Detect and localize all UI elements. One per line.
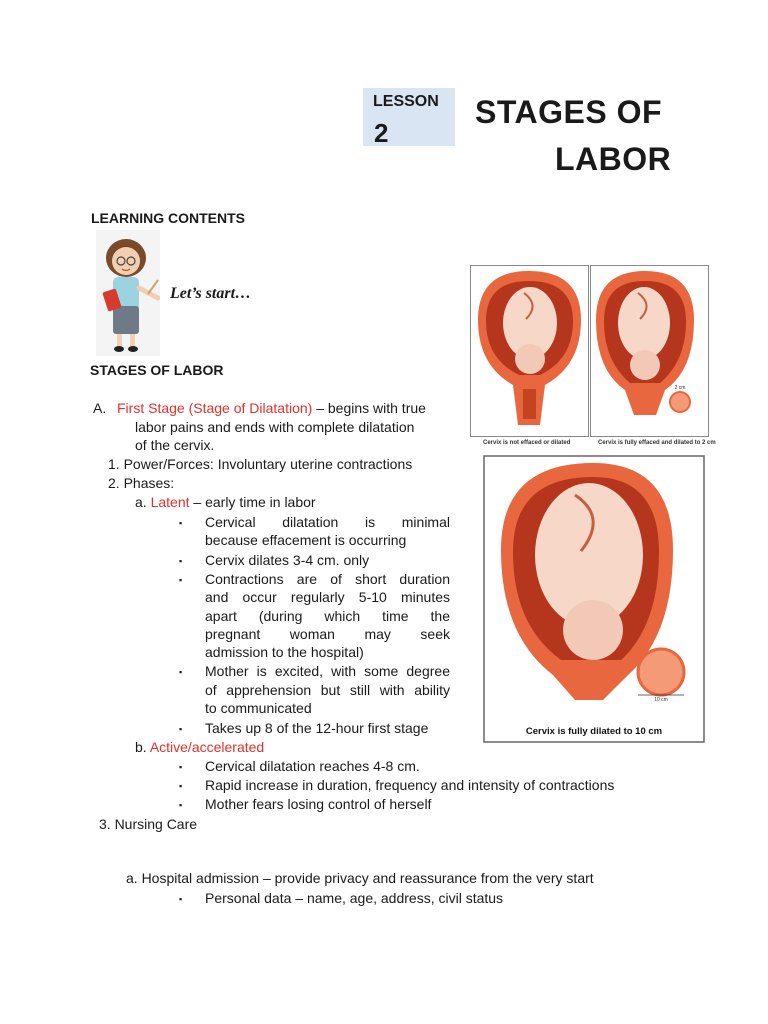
stage-a-name: First Stage (Stage of Dilatation) <box>117 400 313 416</box>
label-10cm: 10 cm <box>654 697 668 703</box>
latent-bullet-3-line5: admission to the hospital) <box>205 644 364 660</box>
stage-a-line2: labor pains and ends with complete dilatation <box>135 419 415 435</box>
hospital-admission: a. Hospital admission – provide privacy and reassurance from the very start <box>126 870 594 886</box>
cervix-effaced-figure <box>590 265 709 437</box>
active-phase <box>135 738 264 757</box>
power-forces-item: 1. Power/Forces: Involuntary uterine contractions <box>108 456 413 472</box>
bullet-icon: ▪ <box>179 800 183 810</box>
latent-bullet-1-line2: because effacement is occurring <box>205 532 407 548</box>
learning-contents-heading: LEARNING CONTENTS <box>91 210 245 226</box>
label-2cm: 2 cm <box>674 385 686 391</box>
latent-bullet-4-line1: Mother is excited, with some degree <box>205 663 450 679</box>
latent-phase <box>135 493 316 512</box>
bullet-icon: ▪ <box>179 575 183 585</box>
latent-desc: – early time in labor <box>189 494 316 510</box>
latent-bullet-3-line2: and occur regularly 5-10 minutes <box>205 589 450 605</box>
latent-bullet-3-line3: apart (during which time the <box>205 608 450 624</box>
caption-not-dilated: Cervix is not effaced or dilated <box>483 440 571 446</box>
bullet-icon: ▪ <box>179 518 183 528</box>
caption-effaced: Cervix is fully effaced and dilated to 2 cm <box>598 440 716 446</box>
latent-bullet-1-line1 <box>205 513 450 532</box>
caption-fully-dilated: Cervix is fully dilated to 10 cm <box>525 726 663 737</box>
lesson-label: LESSON <box>373 93 439 110</box>
cervix-not-dilated-figure <box>470 265 589 437</box>
bullet-icon: ▪ <box>179 781 183 791</box>
cervix-fully-dilated-figure <box>483 455 705 743</box>
stage-a-marker: A. <box>93 400 107 416</box>
active-bullet-1: Cervical dilatation reaches 4-8 cm. <box>205 758 420 774</box>
stage-a-desc: – begins with true <box>312 400 426 416</box>
latent-bullet-5: Takes up 8 of the 12-hour first stage <box>205 720 429 736</box>
bullet-icon: ▪ <box>179 667 183 677</box>
active-marker: b. <box>135 739 147 755</box>
bullet-icon: ▪ <box>179 894 183 904</box>
lesson-number: 2 <box>374 118 389 146</box>
bullet-icon: ▪ <box>179 724 183 734</box>
word: dilatation <box>282 514 339 530</box>
lesson-badge <box>363 88 455 146</box>
nursing-bullet-1: Personal data – name, age, address, civil status <box>205 890 504 906</box>
bullet-icon: ▪ <box>179 762 183 772</box>
word: is <box>364 514 376 530</box>
latent-bullet-4-line2: of apprehension but still with ability <box>205 682 450 698</box>
nursing-care-item: 3. Nursing Care <box>99 816 198 832</box>
word: minimal <box>401 514 450 530</box>
latent-marker: a. <box>135 494 147 510</box>
latent-bullet-4-line3: to communicated <box>205 700 312 716</box>
page-title-line2: LABOR <box>555 141 672 177</box>
latent-bullet-2: Cervix dilates 3-4 cm. only <box>205 552 370 568</box>
phases-item: 2. Phases: <box>108 475 175 491</box>
latent-name: Latent <box>150 494 190 510</box>
latent-bullet-3-line1: Contractions are of short duration <box>205 571 450 587</box>
teacher-illustration <box>96 230 160 356</box>
latent-bullet-3-line4: pregnant woman may seek <box>205 626 450 642</box>
stage-a-line1 <box>117 399 426 418</box>
stage-a-line3: of the cervix. <box>135 437 215 453</box>
active-bullet-2: Rapid increase in duration, frequency and intensity of contractions <box>205 777 615 793</box>
active-name: Active/accelerated <box>149 739 265 755</box>
word: Cervical <box>205 514 256 530</box>
active-bullet-3: Mother fears losing control of herself <box>205 796 432 812</box>
stages-of-labor-heading: STAGES OF LABOR <box>90 362 224 378</box>
lets-start-text: Let’s start… <box>170 285 252 302</box>
page-title-line1: STAGES OF <box>475 94 663 130</box>
bullet-icon: ▪ <box>179 556 183 566</box>
